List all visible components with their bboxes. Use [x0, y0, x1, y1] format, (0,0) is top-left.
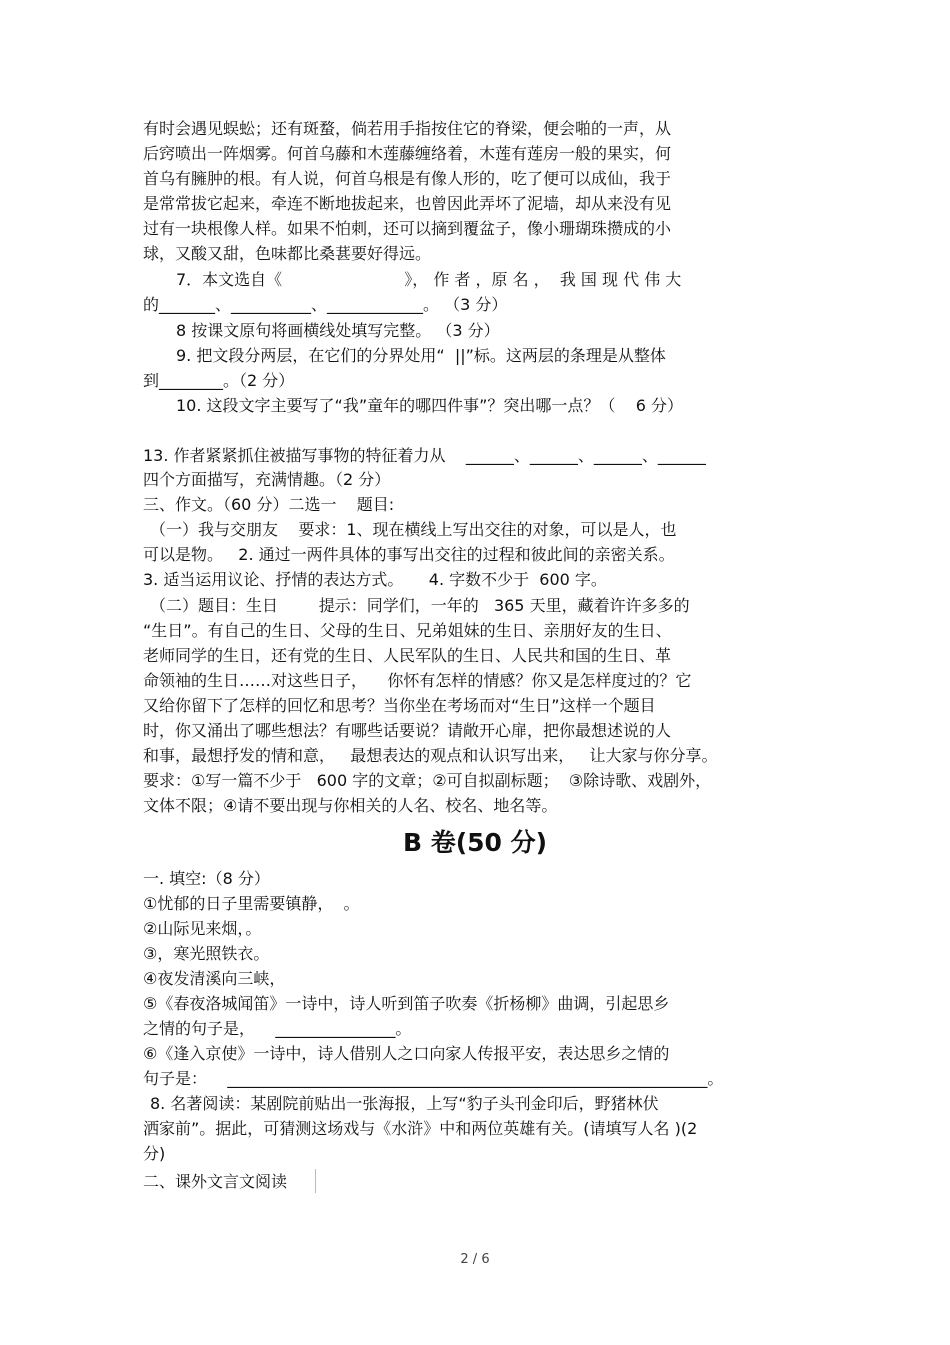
fill-item-5: ⑤《春夜洛城闻笛》一诗中，诗人听到笛子吹奏《折杨柳》曲调，引起思乡 [143, 994, 670, 1013]
essay-option-2-l2: “生日”。有自己的生日、父母的生日、兄弟姐妹的生日、亲朋好友的生日、 [143, 621, 672, 640]
divider [315, 1169, 316, 1193]
section-b-title: B 卷(50 分) [402, 828, 548, 857]
essay-option-2-l7: 和事，最想抒发的情和意， 最想表达的观点和认识写出来， 让大家与你分享。 [143, 746, 718, 765]
essay-heading: 三、作文。（60 分）二选一 题目: [143, 495, 395, 514]
essay-requirements-cont: 文体不限；④请不要出现与你相关的人名、校名、地名等。 [143, 796, 558, 815]
fill-item-4: ④夜发清溪向三峡， [143, 969, 286, 988]
essay-option-1: （一）我与交朋友 要求：1、现在横线上写出交往的对象，可以是人，也 [150, 520, 677, 539]
question-9-cont: 到________。（2 分） [143, 371, 295, 390]
essay-option-2-l5: 又给你留下了怎样的回忆和思考？当你坐在考场而对“生日”这样一个题目 [143, 696, 656, 715]
masterpiece-question-cont: 洒家前”。据此，可猜测这场戏与《水浒》中和两位英雄有关。(请填写人名 )(2 [143, 1119, 698, 1138]
passage-line-4: 是常常拔它起来，牵连不断地拔起来，也曾因此弄坏了泥墙，却从来没有见 [143, 194, 672, 213]
essay-option-2-l4: 命领袖的生日……对这些日子， 你怀有怎样的情感？你又是怎样度过的？它 [143, 671, 692, 690]
masterpiece-question-cont2: 分) [143, 1144, 166, 1163]
essay-option-2-l3: 老师同学的生日，还有党的生日、人民军队的生日、人民共和国的生日、革 [143, 646, 672, 665]
fill-item-6: ⑥《逢入京使》一诗中，诗人借别人之口向家人传报平安，表达思乡之情的 [143, 1044, 670, 1063]
question-13: 13. 作者紧紧抓住被描写事物的特征着力从 ______、______、______、______ [143, 446, 706, 465]
passage-line-1: 有时会遇见蜈蚣；还有斑蝥，倘若用手指按住它的脊梁，便会啪的一声，从 [143, 119, 672, 138]
question-10: 10. 这段文字主要写了“我”童年的哪四件事”？突出哪一点？（ 6 分） [176, 396, 684, 415]
essay-requirements: 要求：①写一篇不少于 600 字的文章；②可自拟副标题； ③除诗歌、戏剧外， [143, 771, 712, 790]
question-7-cont: 的_______、__________、____________。 （3 分） [143, 295, 508, 314]
fill-item-2: ②山际见来烟，。 [143, 919, 262, 938]
fill-item-5-cont: 之情的句子是， _______________。 [143, 1019, 412, 1038]
question-13-cont: 四个方面描写，充满情趣。（2 分） [143, 470, 391, 489]
classical-reading-heading: 二、课外文言文阅读 [143, 1172, 288, 1191]
passage-line-6: 球，又酸又甜，色味都比桑葚要好得远。 [143, 244, 432, 263]
fill-heading: 一. 填空:（8 分） [143, 869, 270, 888]
essay-option-1-cont: 可以是物。 2. 通过一两件具体的事写出交往的过程和彼此间的亲密关系。 [143, 545, 675, 564]
essay-option-2: （二）题目：生日 提示：同学们，一年的 365 天里，藏着许许多多的 [150, 596, 690, 615]
question-7: 7．本文选自《 》， 作 者 ，原 名 ， 我 国 现 代 伟 大 [176, 270, 682, 289]
fill-item-6-cont: 句子是： ____________________________________________________________。 [143, 1069, 724, 1088]
passage-line-2: 后窍喷出一阵烟雾。何首乌藤和木莲藤缠络着，木莲有莲房一般的果实，何 [143, 144, 672, 163]
question-8: 8 按课文原句将画横线处填写完整。 （3 分） [176, 321, 500, 340]
page-number: 2 / 6 [460, 1252, 490, 1267]
fill-item-1: ①忧郁的日子里需要镇静， 。 [143, 894, 360, 913]
fill-item-3: ③，寒光照铁衣。 [143, 944, 270, 963]
essay-option-2-l6: 时，你又涌出了哪些想法？有哪些话要说？请敞开心扉，把你最想述说的人 [143, 721, 672, 740]
passage-line-3: 首乌有臃肿的根。有人说，何首乌根是有像人形的，吃了便可以成仙，我于 [143, 169, 672, 188]
essay-option-1-req: 3. 适当运用议论、抒情的表达方式。 4. 字数不少于 600 字。 [143, 570, 607, 589]
passage-line-5: 过有一块根像人样。如果不怕刺，还可以摘到覆盆子，像小珊瑚珠攒成的小 [143, 219, 672, 238]
question-9: 9. 把文段分两层，在它们的分界处用“ ||”标。这两层的条理是从整体 [176, 346, 666, 365]
masterpiece-question: 8. 名著阅读：某剧院前贴出一张海报，上写“豹子头刊金印后，野猪林伏 [150, 1094, 659, 1113]
